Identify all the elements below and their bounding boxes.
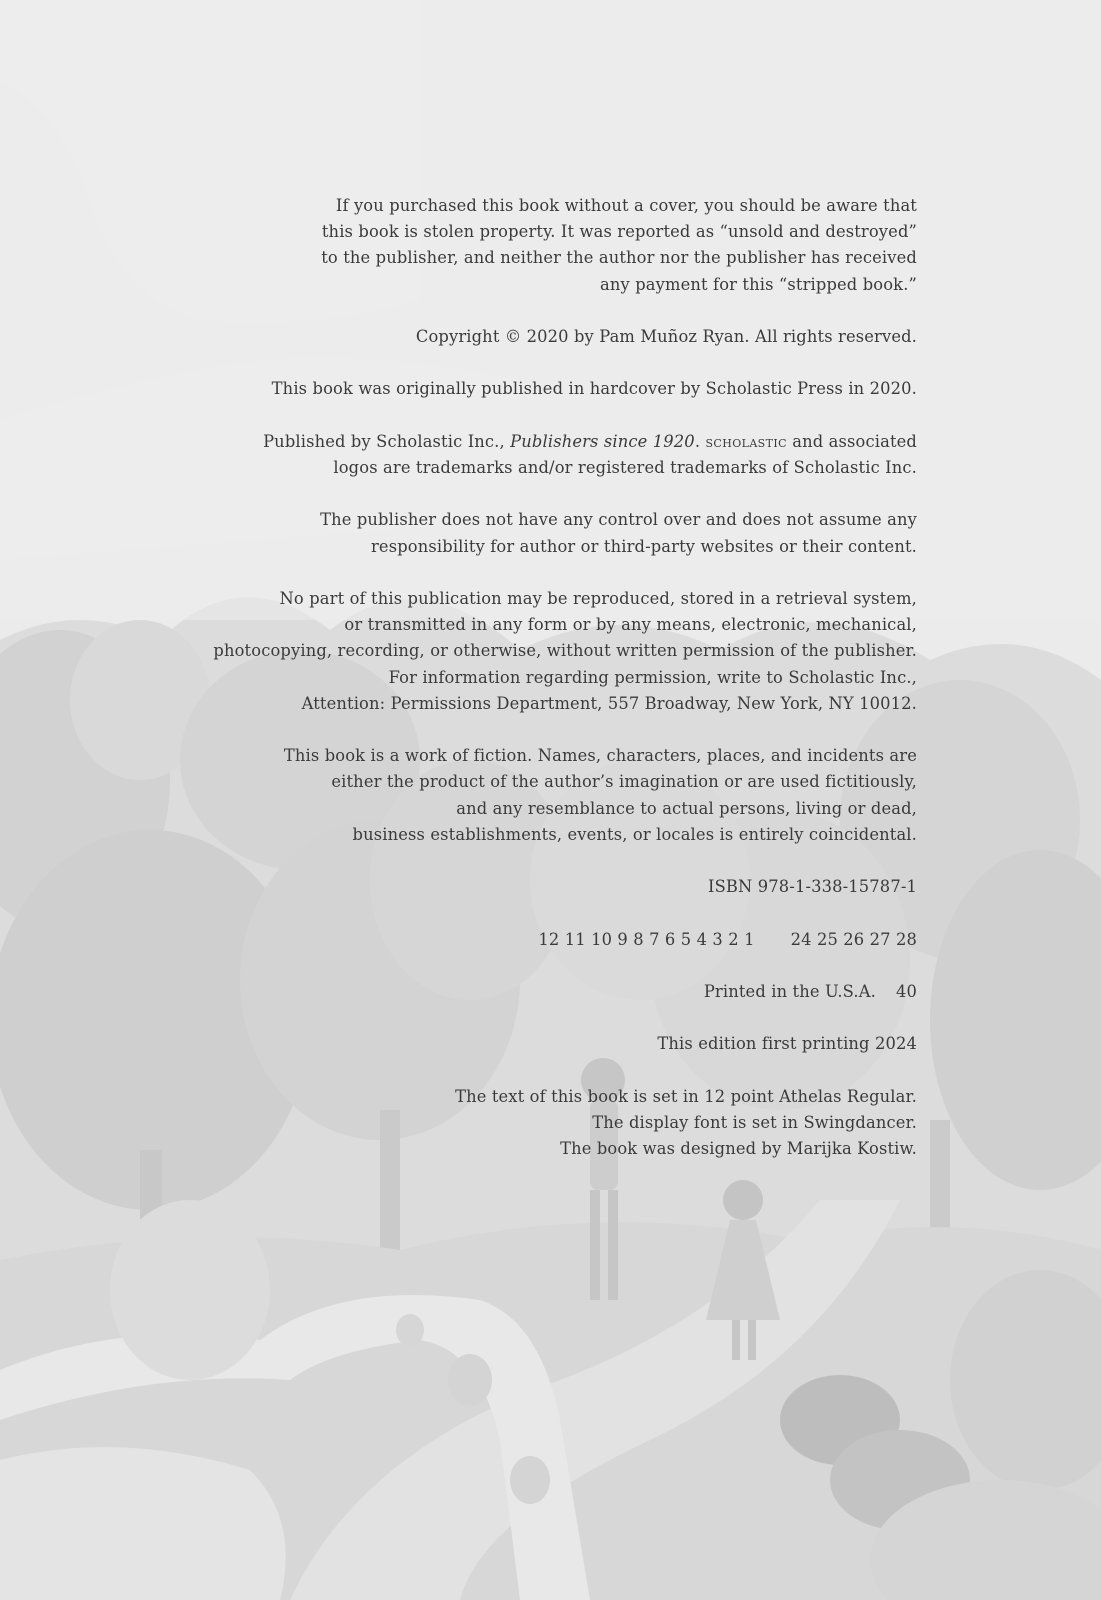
publisher-motto: Publishers since 1920 xyxy=(510,431,695,451)
fiction-line: business establishments, events, or locales is entirely coincidental. xyxy=(352,824,917,844)
copyright-page-text xyxy=(197,193,917,1189)
design-credits xyxy=(197,1084,917,1163)
publisher-brand: scholastic xyxy=(705,432,787,451)
design-line: The text of this book is set in 12 point Athelas Regular. xyxy=(455,1086,917,1106)
design-line: The display font is set in Swingdancer. xyxy=(592,1112,917,1132)
permissions-line: For information regarding permission, write to Scholastic Inc., xyxy=(388,667,917,687)
copyright-line xyxy=(197,324,917,350)
publisher-period: . xyxy=(694,431,706,451)
permissions-line: Attention: Permissions Department, 557 Broadway, New York, NY 10012. xyxy=(301,693,917,713)
publisher-suffix: and associated xyxy=(786,431,917,451)
websites-line: The publisher does not have any control over and does not assume any xyxy=(320,510,917,530)
printing-line xyxy=(197,927,917,953)
printed-country: Printed in the U.S.A. xyxy=(703,981,876,1001)
isbn xyxy=(197,874,917,900)
publisher-line-1 xyxy=(197,429,917,455)
edition-text: This edition first printing 2024 xyxy=(657,1034,917,1054)
permissions-line: No part of this publication may be reproduced, stored in a retrieval system, xyxy=(279,588,917,608)
copyright-text: Copyright © 2020 by Pam Muñoz Ryan. All rights reserved. xyxy=(415,327,917,346)
fiction-disclaimer xyxy=(197,743,917,848)
notice-line: any payment for this “stripped book.” xyxy=(600,274,917,294)
printing-years: 24 25 26 27 28 xyxy=(790,929,917,949)
original-publication xyxy=(197,376,917,402)
notice-line: If you purchased this book without a cover, you should be aware that xyxy=(335,196,917,215)
permissions-line: or transmitted in any form or by any means, electronic, mechanical, xyxy=(344,615,917,635)
edition-line xyxy=(197,1031,917,1057)
design-line: The book was designed by Marijka Kostiw. xyxy=(560,1139,917,1159)
printing-numbers: 12 11 10 9 8 7 6 5 4 3 2 1 xyxy=(538,929,755,949)
publisher-prefix: Published by Scholastic Inc., xyxy=(263,431,511,451)
permissions-notice xyxy=(197,586,917,717)
websites-line: responsibility for author or third-party websites or their content. xyxy=(371,536,917,556)
fiction-line: This book is a work of fiction. Names, characters, places, and incidents are xyxy=(283,746,917,766)
isbn-text: ISBN 978-1-338-15787-1 xyxy=(708,877,917,897)
printer-code: 40 xyxy=(895,981,917,1001)
printed-in xyxy=(197,979,917,1005)
websites-disclaimer xyxy=(197,507,917,559)
fiction-line: either the product of the author’s imagination or are used fictitiously, xyxy=(331,772,917,792)
fiction-line: and any resemblance to actual persons, living or dead, xyxy=(456,798,917,818)
original-publication-text: This book was originally published in hardcover by Scholastic Press in 2020. xyxy=(271,379,917,399)
printing-line-text xyxy=(197,927,917,953)
permissions-line: photocopying, recording, or otherwise, without written permission of the publisher. xyxy=(213,641,917,661)
notice-line: this book is stolen property. It was reported as “unsold and destroyed” xyxy=(321,222,917,242)
publisher-line-2: logos are trademarks and/or registered trademarks of Scholastic Inc. xyxy=(333,457,917,477)
stripped-book-notice xyxy=(197,193,917,298)
publisher-info xyxy=(197,429,917,481)
notice-line: to the publisher, and neither the author nor the publisher has received xyxy=(321,248,917,268)
printed-in-text xyxy=(197,979,917,1005)
